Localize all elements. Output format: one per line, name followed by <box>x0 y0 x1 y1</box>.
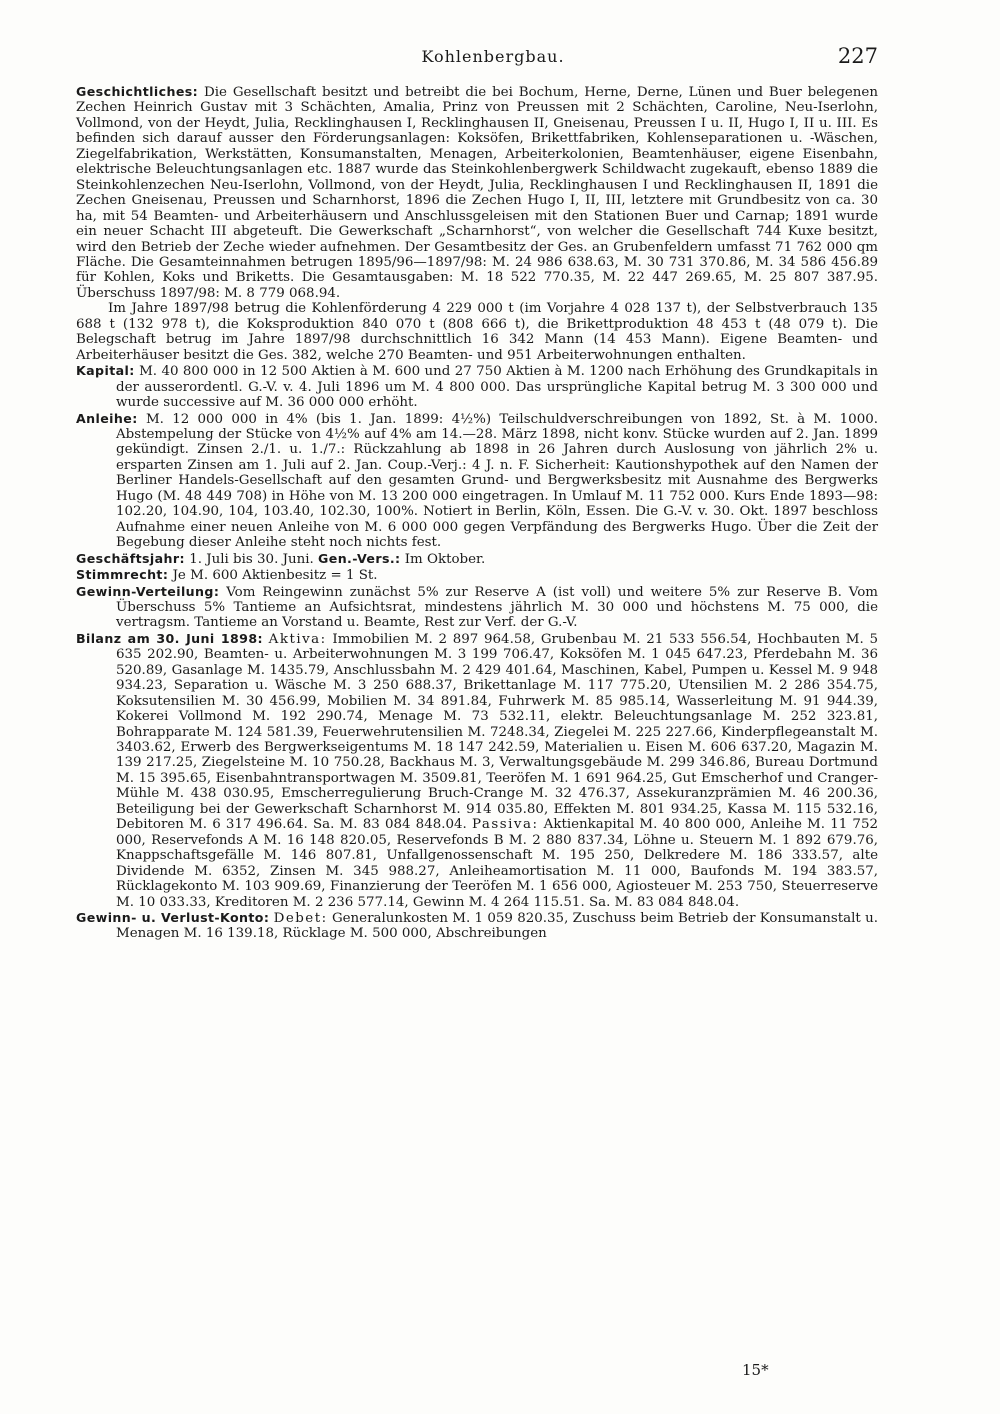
section-text: Je M. 600 Aktienbesitz = 1 St. <box>172 568 378 584</box>
debet-label: Debet: <box>273 911 328 927</box>
passiva-sum: Sa. M. 83 084 848.04. <box>588 894 740 910</box>
section-gewinn-verlust <box>76 910 878 942</box>
signature-mark: 15* <box>742 1361 769 1379</box>
running-head: Kohlenbergbau. <box>421 47 565 66</box>
section-label: Anleihe: <box>76 410 138 426</box>
section-label: Kapital: <box>76 363 135 379</box>
section-text: Im Jahre 1897/98 betrug die Kohlenförderung 4 229 000 t (im Vorjahre 4 028 137 t), der Selbstverbrauch 135 688 t (132 978 t), die Koksproduktion 840 070 t (808 666 t), die Brikettproduktion 48 453 t (48 079 t). Die Belegschaft betrug im Jahre 1897/98 durchschnittlich 16 342 Mann (14 453 Mann). Eigene Beamten- und Arbeiterhäuser besitzt die Ges. 382, welche 270 Beamten- und 951 Arbeiterwohnungen enthalten. <box>76 301 878 363</box>
section-text: M. 40 800 000 in 12 500 Aktien à M. 600 und 27 750 Aktien à M. 1200 nach Erhöhung des Grundkapitals in der ausserordentl. G.-V. v. 4. Juli 1896 um M. 4 800 000. Das ursprüngliche Kapital betrug M. 3 300 000 und wurde successive auf M. 36 000 000 erhöht. <box>116 364 878 411</box>
section-label: Gewinn- u. Verlust-Konto: <box>76 910 270 926</box>
aktiva-text: Immobilien M. 2 897 964.58, Grubenbau M. 21 533 556.54, Hochbauten M. 5 635 202.90, Beamten- u. Arbeiterwohnungen M. 3 199 706.47, Koksöfen M. 1 045 647.23, Pferdebahn M. 36 520.89, Gasanlage M. 1435.79, Anschlussbahn M. 2 429 401.64, Maschinen, Kabel, Pumpen u. Kessel M. 9 948 934.23, Separation u. Wäsche M. 3 250 688.37, Brikettanlage M. 117 775.20, Utensilien M. 2 286 354.75, Koksutensilien M. 30 456.99, Mobilien M. 34 891.84, Fuhrwerk M. 85 985.14, Wasserleitung M. 91 944.39, Kokerei Vollmond M. 192 290.74, Menage M. 73 532.11, elektr. Beleuchtungsanlage M. 252 323.81, Bohrapparate M. 124 581.39, Feuerwehrutensilien M. 7248.34, Ziegelei M. 225 227.66, Kinderpflegeanstalt M. 3403.62, Erwerb des Bergwerkseigentums M. 18 147 242.59, Materialien u. Eisen M. 606 637.20, Magazin M. 139 217.25, Ziegelsteine M. 10 750.28, Backhaus M. 3, Verwaltungsgebäude M. 299 346.86, Bureau Dortmund M. 15 395.65, Eisenbahntransportwagen M. 3509.81, Teeröfen M. 1 691 964.25, Gut Emscherhof und Cranger-Mühle M. 438 030.95, Emscherregulierung Bruch-Crange M. 32 476.37, Assekuranzprämien M. 46 200.36, Beteiligung bei der Gewerkschaft Scharnhorst M. 914 035.80, Effekten M. 801 934.25, Kassa M. 115 532.16, Debitoren M. 6 317 496.64. <box>116 631 878 833</box>
section-geschichtliches <box>76 84 878 301</box>
aktiva-label: Aktiva: <box>268 631 327 647</box>
page-number: 227 <box>837 44 878 68</box>
section-label: Bilanz am 30. Juni 1898: <box>76 630 263 646</box>
passiva-text: Aktienkapital M. 40 800 000, Anleihe M. 11 752 000, Reservefonds A M. 16 148 820.05, Reservefonds B M. 2 880 837.34, Löhne u. Steuern M. 1 892 679.76, Knappschaftsgefälle M. 146 807.81, Unfallgenossenschaft M. 195 250, Delkredere M. 186 333.57, alte Dividende M. 6352, Zinsen M. 345 988.27, Anleiheamortisation M. 11 000, Baufonds M. 194 383.57, Rücklagekonto M. 103 909.69, Finanzierung der Teeröfen M. 1 656 000, Agiosteuer M. 253 750, Steuerreserve M. 10 033.33, Kreditoren M. 2 236 577.14, Gewinn M. 4 264 115.51. <box>116 817 878 910</box>
section-gewinn-verteilung <box>76 584 878 631</box>
section-stimmrecht <box>76 567 878 583</box>
section-label: Geschichtliches: <box>76 84 199 99</box>
body-text <box>76 84 878 942</box>
section-label: Gewinn-Verteilung: <box>76 583 220 599</box>
debet-text: Generalunkosten M. 1 059 820.35, Zuschuss beim Betrieb der Konsumanstalt u. Menagen M. 16 139.18, Rücklage M. 500 000, Abschreibungen <box>116 911 878 942</box>
paragraph <box>76 301 878 363</box>
section-text: Im Oktober. <box>404 551 486 567</box>
section-text: 1. Juli bis 30. Juni. <box>189 551 314 567</box>
aktiva-sum: Sa. M. 83 084 848.04. <box>312 817 467 833</box>
passiva-label: Passiva: <box>471 817 539 833</box>
section-bilanz <box>76 631 878 910</box>
section-text: Die Gesellschaft besitzt und betreibt die bei Bochum, Herne, Derne, Lünen und Buer belegenen Zechen Heinrich Gustav mit 3 Schächten, Amalia, Prinz von Preussen mit 2 Schächten, Caroline, Neu-Iserlohn, Vollmond, von der Heydt, Julia, Recklinghausen I, Recklinghausen II, Gneisenau, Preussen I u. II, Hugo I, II u. III. Es befinden sich darauf ausser den Förderungsanlagen: Koksöfen, Brikettfabriken, Kohlenseparationen u. -Wäschen, Ziegelfabrikation, Werkstätten, Konsumanstalten, Menagen, Arbeiterkolonien, Beamtenhäuser, eigene Eisenbahn, elektrische Beleuchtungsanlagen etc. 1887 wurde das Steinkohlenbergwerk Schildwacht zugekauft, ebenso 1889 die Steinkohlenzechen Neu-Iserlohn, Vollmond, von der Heydt, Julia, Recklinghausen I und Recklinghausen II, 1891 die Zechen Gneisenau, Preussen und Scharnhorst, 1896 die Zechen Hugo I, II, III, letztere mit Grundbesitz von ca. 30 ha, mit 54 Beamten- und Arbeiterhäusern und Anschlussgeleisen mit den Stationen Buer und Carnap; 1891 wurde ein neuer Schacht III abgeteuft. Die Gewerkschaft „Scharnhorst“, von welcher die Gesellschaft 744 Kuxe besitzt, wird den Betrieb der Zeche wieder aufnehmen. Der Gesamtbesitz der Ges. an Grubenfeldern umfasst 71 762 000 qm Fläche. Die Gesamteinnahmen betrugen 1895/96—1897/98: M. 24 986 638.63, M. 30 731 370.86, M. 34 586 456.89 für Kohlen, Koks und Briketts. Die Gesamtausgaben: M. 18 522 770.35, M. 22 447 269.65, M. 25 807 387.95. Überschuss 1897/98: M. 8 779 068.94. <box>76 85 878 301</box>
section-geschaeftsjahr <box>76 551 878 567</box>
page-header <box>108 44 878 74</box>
section-text: Vom Reingewinn zunächst 5% zur Reserve A (ist voll) und weitere 5% zur Reserve B. Vom Überschuss 5% Tantieme an Aufsichtsrat, mindestens jährlich M. 30 000 und höchstens M. 75 000, die vertragsm. Tantieme an Vorstand u. Beamte, Rest zur Verf. der G.-V. <box>116 584 878 631</box>
section-label: Stimmrecht: <box>76 567 169 583</box>
section-kapital <box>76 363 878 410</box>
section-label: Geschäftsjahr: <box>76 550 185 566</box>
section-anleihe <box>76 411 878 551</box>
section-text: M. 12 000 000 in 4% (bis 1. Jan. 1899: 4½%) Teilschuldverschreibungen von 1892, St. à M. 1000. Abstempelung der Stücke von 4½% auf 4% am 14.—28. März 1898, nicht konv. Stücke wurden auf 2. Jan. 1899 gekündigt. Zinsen 2./1. u. 1./7.: Rückzahlung ab 1898 in 26 Jahren durch Auslosung von jährlich 2% u. ersparten Zinsen am 1. Juli auf 2. Jan. Coup.-Verj.: 4 J. n. F. Sicherheit: Kautionshypothek auf den Namen der Berliner Handels-Gesellschaft auf den gesamten Grund- und Bergwerksbesitz mit Ausnahme des Bergwerks Hugo (M. 48 449 708) in Höhe von M. 13 200 000 eingetragen. In Umlauf M. 11 752 000. Kurs Ende 1893—98: 102.20, 104.90, 104, 103.40, 102.30, 100%. Notiert in Berlin, Köln, Essen. Die G.-V. v. 30. Okt. 1897 beschloss Aufnahme einer neuen Anleihe von M. 6 000 000 gegen Verpfändung des Bergwerks Hugo. Über die Zeit der Begebung dieser Anleihe steht noch nichts fest. <box>116 411 878 551</box>
section-label: Gen.-Vers.: <box>318 550 401 566</box>
